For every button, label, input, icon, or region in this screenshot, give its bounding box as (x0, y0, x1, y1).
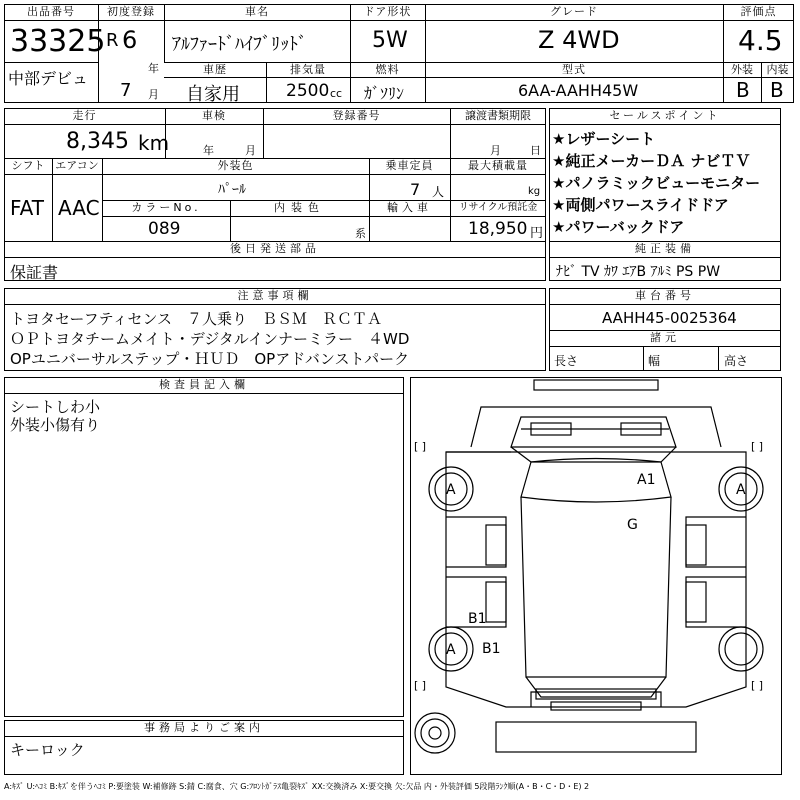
office-title: 事務局よりご案内 (144, 721, 264, 734)
wheel-mark: A (446, 482, 456, 498)
sales-point: ★レザーシート (552, 130, 656, 148)
lot-number: 33325 (10, 24, 106, 59)
note-line: ＯＰトヨタチームメイト・デジタルインナーミラー ４WD (10, 330, 410, 348)
bracket: [ ] (414, 440, 427, 453)
height-label: 高さ (724, 354, 749, 368)
equipment-label: 純正装備 (635, 242, 695, 255)
first-registration-label: 初度登録 (107, 5, 155, 18)
inspection-year-unit: 年 (203, 144, 214, 157)
color-number: 089 (148, 219, 181, 239)
transfer-day-unit: 日 (530, 144, 541, 157)
history: 自家用 (186, 84, 240, 105)
displacement-label: 排気量 (290, 63, 326, 76)
import-label: 輸入車 (387, 201, 432, 214)
displacement-unit: cc (330, 87, 343, 100)
legend: A:ｷｽﾞ U:ﾍｺﾐ B:ｷｽﾞを伴うﾍｺﾐ P:要塗装 W:補修跡 S:錆 C:腐食、穴 G:ﾌﾛﾝﾄｶﾞﾗｽ亀裂ｷｽﾞ XX:交換済み X:要交換 欠:欠品 内・外装評価 5段階ﾗﾝｸ順(A・B・C・D・E) 2 (4, 782, 590, 791)
mileage-unit: km (138, 131, 170, 155)
note-line: OPユニバーサルステップ・ＨＵＤ OPアドバンストパーク (10, 350, 410, 368)
recycle-label: リサイクル預託金 (458, 202, 538, 213)
later-parts: 保証書 (10, 263, 59, 282)
car-diagram (411, 377, 781, 775)
score-label: 評価点 (740, 5, 777, 18)
interior-color-label: 内装色 (274, 201, 325, 214)
mileage: 8,345 (66, 129, 129, 154)
damage-mark: B1 (482, 641, 501, 657)
capacity-unit: 人 (432, 185, 445, 199)
registration-year: 6 (122, 26, 138, 54)
damage-mark: G (627, 517, 638, 533)
registration-month: 7 (120, 80, 132, 101)
max-load-label: 最大積載量 (468, 159, 528, 172)
dimensions-label: 諸元 (650, 331, 680, 344)
car-name: ｱﾙﾌｧｰﾄﾞﾊｲﾌﾞﾘｯﾄﾞ (172, 34, 307, 55)
dealer-name: 中部デビュ (8, 69, 89, 88)
fuel: ｶﾞｿﾘﾝ (364, 84, 405, 103)
year-unit: 年 (148, 62, 159, 75)
exterior-grade: B (736, 78, 750, 102)
exterior-grade-label: 外装 (731, 63, 753, 76)
sales-point: ★パワーバックドア (552, 218, 685, 236)
recycle-fee: 18,950 (468, 219, 528, 239)
aircon: AAC (58, 196, 100, 220)
model-code: 6AA-AAHH45W (518, 81, 639, 100)
grade: Z 4WD (538, 26, 620, 54)
registration-number-label: 登録番号 (332, 109, 381, 122)
sales-point: ★パノラミックビューモニター (552, 174, 761, 192)
color-number-label: カラーNo. (131, 201, 201, 214)
transfer-deadline-label: 譲渡書類期限 (465, 109, 531, 122)
inspection-label: 車検 (202, 109, 226, 122)
capacity: 7 (410, 180, 421, 199)
shift-label: シフト (11, 159, 45, 172)
damage-mark: B1 (468, 611, 487, 627)
exterior-color-label: 外装色 (217, 159, 254, 172)
recycle-unit: 円 (530, 226, 544, 241)
note-line: トヨタセーフティセンス ７人乗り ＢＳＭ ＲＣＴＡ (10, 310, 383, 328)
car-name-label: 車名 (245, 5, 269, 18)
damage-mark: A1 (637, 472, 656, 488)
month-unit: 月 (148, 88, 159, 101)
mileage-label: 走行 (72, 109, 97, 122)
displacement: 2500 (286, 81, 330, 101)
load-unit: kg (528, 186, 541, 197)
width-label: 幅 (648, 354, 661, 368)
interior-grade: B (770, 78, 784, 102)
transfer-month-unit: 月 (490, 144, 501, 157)
era: R (106, 30, 119, 51)
inspector-note: シートしわ小 (10, 398, 101, 416)
inspector-title: 検査員記入欄 (159, 378, 249, 391)
history-label: 車歴 (203, 63, 227, 76)
bracket: [ ] (751, 679, 764, 692)
bracket: [ ] (414, 679, 427, 692)
door-type: 5W (372, 28, 408, 53)
inspection-month-unit: 月 (245, 144, 256, 157)
bracket: [ ] (751, 440, 764, 453)
later-parts-label: 後日発送部品 (230, 242, 320, 255)
interior-color-unit: 系 (355, 227, 366, 240)
chassis-number: AAHH45-0025364 (602, 309, 737, 327)
sales-point: ★純正メーカーＤＡ ナビＴＶ (552, 152, 751, 170)
shift: FAT (10, 196, 45, 220)
lot-number-label: 出品番号 (27, 5, 75, 18)
equipment: ﾅﾋﾞ TV ｶﾜ ｴｱB ｱﾙﾐ PS PW (556, 264, 721, 280)
model-label: 型式 (562, 63, 586, 76)
wheel-mark: A (736, 482, 746, 498)
aircon-label: エアコン (55, 159, 99, 172)
wheel-mark: A (446, 642, 456, 658)
sales-point: ★両側パワースライドドア (552, 196, 729, 214)
interior-grade-label: 内装 (766, 63, 789, 76)
fuel-label: 燃料 (375, 63, 400, 76)
chassis-number-label: 車台番号 (635, 289, 695, 302)
capacity-label: 乗車定員 (385, 159, 434, 172)
grade-label: グレード (550, 5, 598, 18)
length-label: 長さ (554, 354, 579, 368)
office-note: キーロック (10, 741, 85, 759)
notes-title: 注意事項欄 (237, 289, 313, 302)
door-label: ドア形状 (363, 5, 412, 18)
sales-points-title: セールスポイント (609, 109, 721, 122)
score: 4.5 (738, 24, 783, 57)
inspector-note: 外装小傷有り (10, 416, 101, 434)
exterior-color: ﾊﾟｰﾙ (218, 182, 246, 198)
